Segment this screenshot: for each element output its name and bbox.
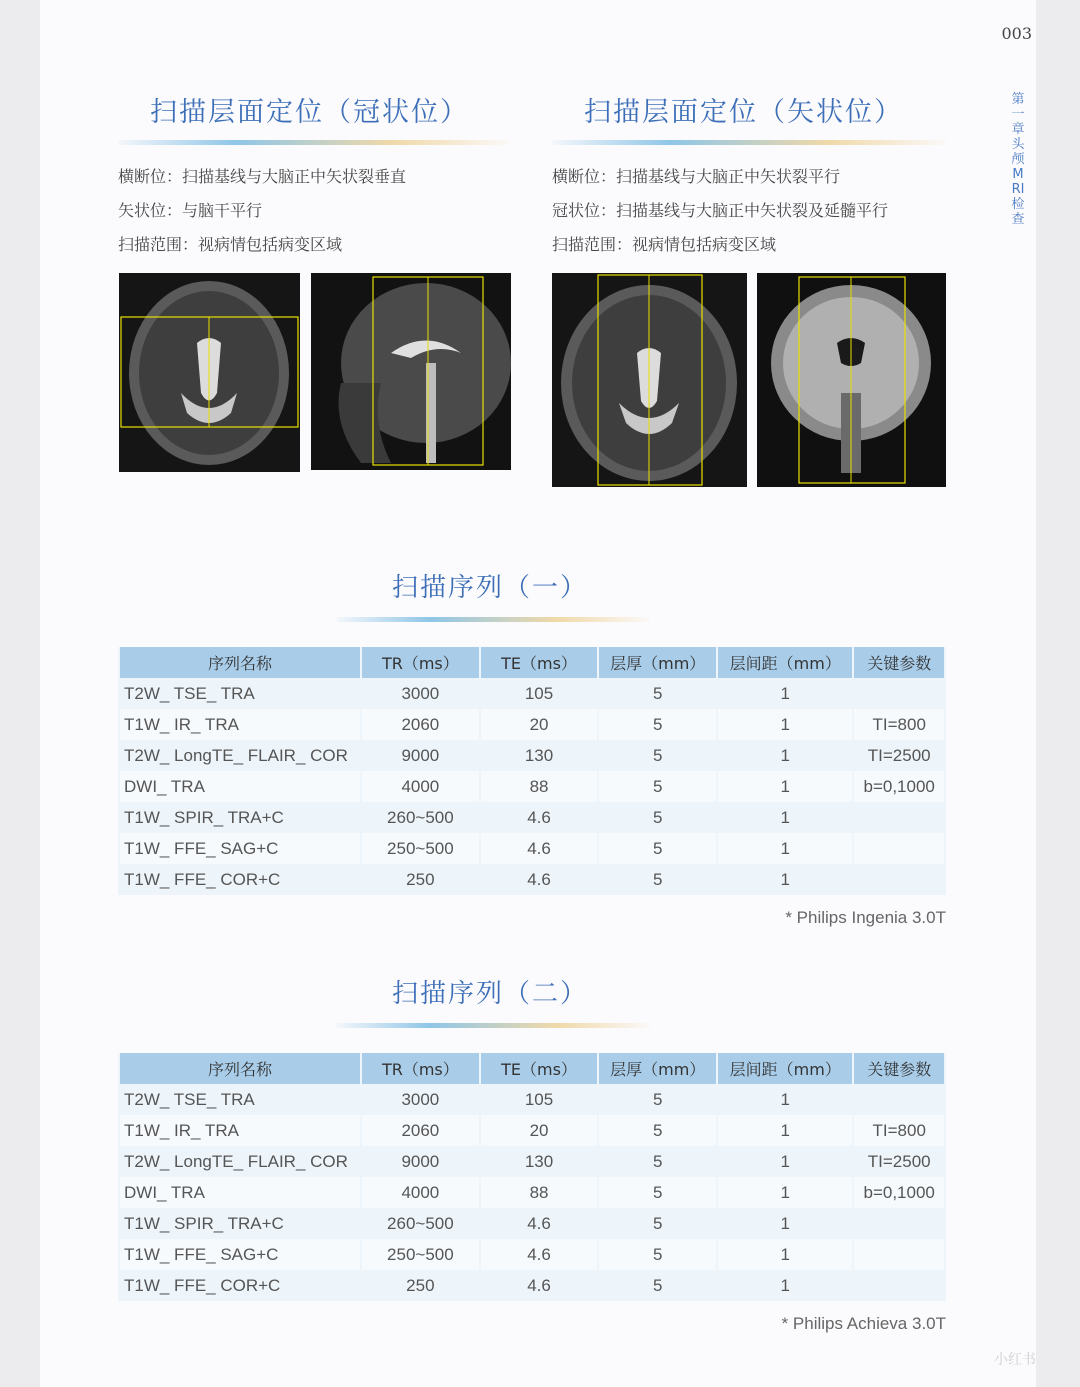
table-row bbox=[120, 1177, 944, 1208]
table-cell: 5 bbox=[652, 683, 663, 703]
table-cell: T1W_ SPIR_ TRA+C bbox=[124, 1213, 284, 1233]
table-cell: 9000 bbox=[401, 1151, 440, 1171]
table-cell: T1W_ FFE_ SAG+C bbox=[120, 833, 360, 864]
col-header: 层间距（mm） bbox=[718, 647, 852, 678]
table-cell: 3000 bbox=[401, 1089, 440, 1109]
table-cell: 5 bbox=[652, 1151, 663, 1171]
table-cell: 88 bbox=[481, 771, 598, 802]
table-cell: 5 bbox=[599, 771, 716, 802]
table-cell: 5 bbox=[599, 1239, 716, 1270]
table-row bbox=[120, 802, 944, 833]
col-header: 关键参数 bbox=[854, 1053, 944, 1084]
table-cell: TI=800 bbox=[854, 709, 944, 740]
table-cell: 4.6 bbox=[527, 807, 551, 827]
table-cell bbox=[854, 1239, 944, 1270]
right-line: 扫描范围：视病情包括病变区域 bbox=[552, 235, 777, 254]
table-cell: 2060 bbox=[362, 709, 479, 740]
table-row bbox=[120, 1270, 944, 1301]
table-cell: 4.6 bbox=[527, 869, 551, 889]
table-cell: 5 bbox=[599, 1115, 716, 1146]
table-cell: 1 bbox=[780, 1275, 790, 1295]
table-cell: TI=2500 bbox=[867, 745, 931, 765]
table-cell: 1 bbox=[780, 1089, 790, 1109]
table-cell: 9000 bbox=[401, 745, 440, 765]
table-cell: b=0,1000 bbox=[854, 1177, 944, 1208]
sequence-section-2-title: 扫描序列（二） bbox=[391, 979, 588, 1009]
table-cell: 250~500 bbox=[362, 833, 479, 864]
table-cell: 20 bbox=[481, 1115, 598, 1146]
col-header: TE（ms） bbox=[481, 1053, 598, 1084]
table-cell: T1W_ FFE_ SAG+C bbox=[120, 1239, 360, 1270]
table-cell: 4000 bbox=[362, 1177, 479, 1208]
table-cell bbox=[854, 802, 944, 833]
table-cell: 3000 bbox=[401, 683, 440, 703]
left-line: 矢状位：与脑干平行 bbox=[118, 201, 263, 220]
table-cell: 5 bbox=[652, 869, 663, 889]
table-cell: 4.6 bbox=[527, 1213, 551, 1233]
col-header: 层厚（mm） bbox=[599, 1053, 716, 1084]
col-header: 序列名称 bbox=[120, 1053, 360, 1084]
table-cell: 5 bbox=[599, 1177, 716, 1208]
page-number: 003 bbox=[1001, 24, 1032, 43]
table-cell: 88 bbox=[481, 1177, 598, 1208]
table-cell: 1 bbox=[780, 1213, 790, 1233]
table-cell: 260~500 bbox=[387, 807, 454, 827]
table-cell: 1 bbox=[718, 771, 852, 802]
table-cell: 1 bbox=[718, 1239, 852, 1270]
table-cell: 2060 bbox=[362, 1115, 479, 1146]
table-cell: 20 bbox=[481, 709, 598, 740]
right-section-title: 扫描层面定位（矢状位） bbox=[584, 97, 903, 128]
mri-sagittal-image-coronal-plan bbox=[311, 273, 511, 470]
right-title-underline bbox=[552, 140, 946, 145]
sequence-table-2 bbox=[118, 1053, 946, 1301]
table-cell: 1 bbox=[780, 807, 790, 827]
chapter-label: 第一章 头颅MRI检查 bbox=[1011, 92, 1025, 227]
table-cell: 1 bbox=[780, 869, 790, 889]
table-cell bbox=[854, 678, 944, 709]
col-header: 层间距（mm） bbox=[718, 1053, 852, 1084]
table-cell: 4.6 bbox=[527, 1275, 551, 1295]
right-description bbox=[552, 160, 888, 262]
table-cell: T1W_ FFE_ COR+C bbox=[124, 869, 281, 889]
table-cell: T1W_ FFE_ COR+C bbox=[124, 1275, 281, 1295]
table-row bbox=[120, 709, 944, 740]
table-row bbox=[120, 833, 944, 864]
document-page bbox=[40, 0, 1036, 1387]
mri-axial-image-coronal-plan bbox=[119, 273, 300, 472]
table-cell: 5 bbox=[599, 833, 716, 864]
section-2-underline bbox=[336, 1023, 650, 1028]
table-row bbox=[120, 1208, 944, 1239]
table-row bbox=[120, 864, 944, 895]
scanner-note-2: * Philips Achieva 3.0T bbox=[781, 1314, 946, 1333]
section-1-underline bbox=[336, 617, 650, 622]
table-cell bbox=[854, 864, 944, 895]
table-cell: T2W_ TSE_ TRA bbox=[124, 1089, 255, 1109]
col-header: TR（ms） bbox=[362, 1053, 479, 1084]
table-cell: 5 bbox=[652, 1213, 663, 1233]
scanner-note-1: * Philips Ingenia 3.0T bbox=[785, 908, 946, 927]
left-title-underline bbox=[118, 140, 510, 145]
sequence-section-1-title: 扫描序列（一） bbox=[391, 573, 588, 603]
table-row bbox=[120, 1115, 944, 1146]
table-cell: 4000 bbox=[362, 771, 479, 802]
right-line: 横断位：扫描基线与大脑正中矢状裂平行 bbox=[552, 167, 841, 186]
col-header: TR（ms） bbox=[362, 647, 479, 678]
left-section-title: 扫描层面定位（冠状位） bbox=[150, 97, 469, 128]
mri-axial-image-sagittal-plan bbox=[552, 273, 747, 487]
table-cell: T1W_ SPIR_ TRA+C bbox=[124, 807, 284, 827]
table-cell: 1 bbox=[718, 833, 852, 864]
table-cell: TI=800 bbox=[854, 1115, 944, 1146]
table-cell: T2W_ LongTE_ FLAIR_ COR bbox=[124, 1151, 348, 1171]
left-line: 横断位：扫描基线与大脑正中矢状裂垂直 bbox=[118, 167, 407, 186]
table-cell: T1W_ IR_ TRA bbox=[120, 709, 360, 740]
table-cell: 1 bbox=[780, 745, 790, 765]
table-cell: 250 bbox=[406, 869, 435, 889]
table-cell bbox=[854, 1208, 944, 1239]
table-cell: 1 bbox=[780, 1151, 790, 1171]
table-cell: 260~500 bbox=[387, 1213, 454, 1233]
table-row bbox=[120, 771, 944, 802]
table-cell: 4.6 bbox=[481, 833, 598, 864]
table-cell: 5 bbox=[652, 1275, 663, 1295]
col-header: 序列名称 bbox=[120, 647, 360, 678]
table-cell: 5 bbox=[599, 709, 716, 740]
table-cell: 5 bbox=[652, 745, 663, 765]
col-header: 关键参数 bbox=[854, 647, 944, 678]
right-line: 冠状位：扫描基线与大脑正中矢状裂及延髓平行 bbox=[552, 201, 889, 220]
table-row bbox=[120, 678, 944, 709]
table-cell bbox=[854, 833, 944, 864]
table-row bbox=[120, 1084, 944, 1115]
table-cell: DWI_ TRA bbox=[120, 1177, 360, 1208]
col-header: TE（ms） bbox=[481, 647, 598, 678]
table-row bbox=[120, 1239, 944, 1270]
table-cell: 5 bbox=[652, 807, 663, 827]
table-cell: 250 bbox=[406, 1275, 435, 1295]
table-cell: 1 bbox=[718, 1177, 852, 1208]
table-cell: 5 bbox=[652, 1089, 663, 1109]
left-line: 扫描范围：视病情包括病变区域 bbox=[118, 235, 343, 254]
table-cell: 1 bbox=[718, 709, 852, 740]
table-cell: T2W_ LongTE_ FLAIR_ COR bbox=[124, 745, 348, 765]
table-cell: b=0,1000 bbox=[854, 771, 944, 802]
table-cell: 4.6 bbox=[481, 1239, 598, 1270]
table-cell: 1 bbox=[718, 1115, 852, 1146]
sequence-table-1 bbox=[118, 647, 946, 895]
mri-coronal-image-sagittal-plan bbox=[757, 273, 946, 487]
table-cell bbox=[854, 1084, 944, 1115]
left-description bbox=[118, 160, 406, 262]
watermark: 小红书 bbox=[994, 1352, 1036, 1368]
table-cell bbox=[854, 1270, 944, 1301]
table-cell: T2W_ TSE_ TRA bbox=[124, 683, 255, 703]
table-cell: 130 bbox=[524, 1151, 554, 1171]
table-cell: TI=2500 bbox=[867, 1151, 931, 1171]
table-cell: DWI_ TRA bbox=[120, 771, 360, 802]
table-cell: 105 bbox=[524, 683, 554, 703]
table-row bbox=[120, 740, 944, 771]
table-cell: 1 bbox=[780, 683, 790, 703]
table-cell: 105 bbox=[524, 1089, 554, 1109]
table-cell: 250~500 bbox=[362, 1239, 479, 1270]
table-cell: 130 bbox=[524, 745, 554, 765]
table-row bbox=[120, 1146, 944, 1177]
table-cell: T1W_ IR_ TRA bbox=[120, 1115, 360, 1146]
col-header: 层厚（mm） bbox=[599, 647, 716, 678]
